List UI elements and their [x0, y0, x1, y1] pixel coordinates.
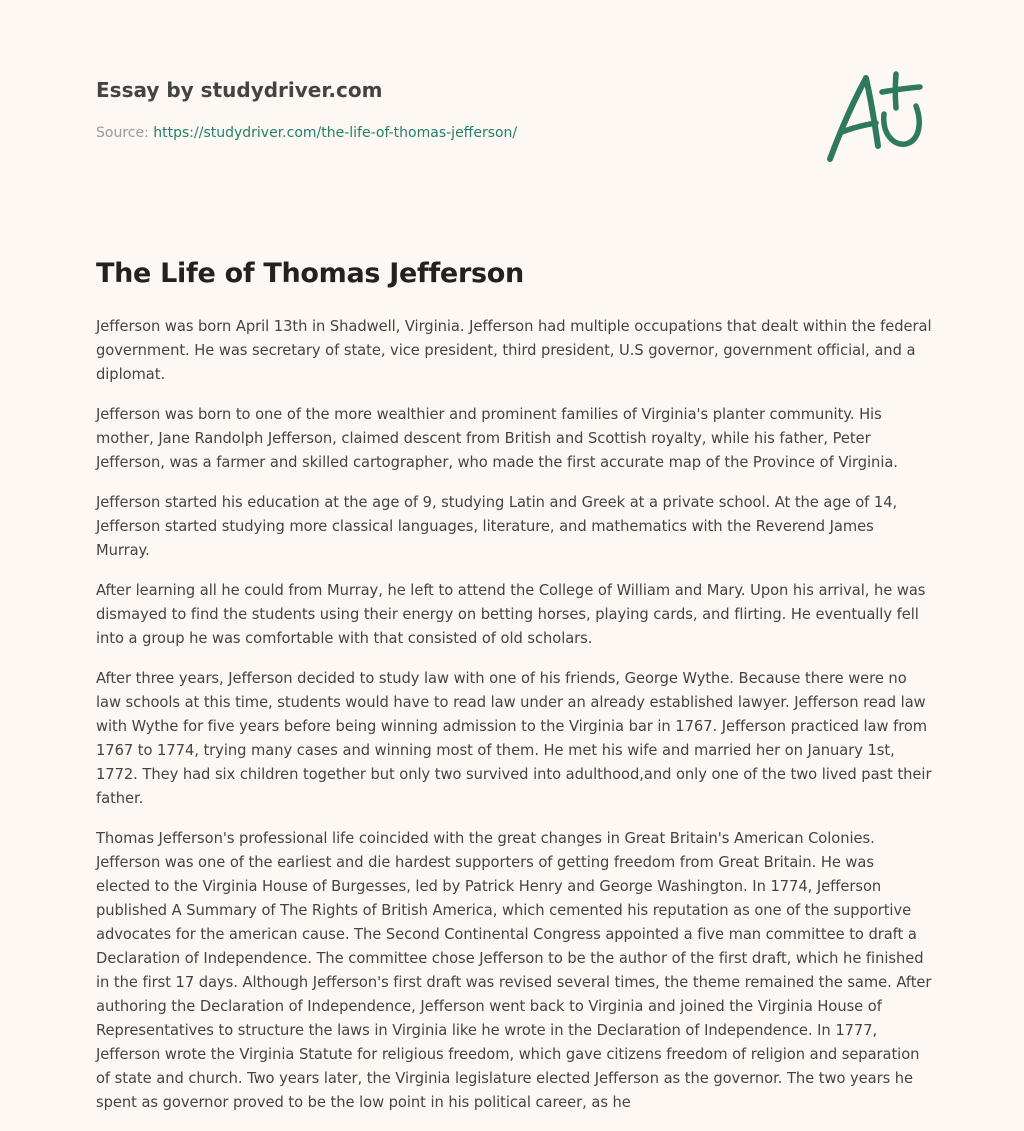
source-link[interactable]: https://studydriver.com/the-life-of-thomas-jefferson/ — [153, 125, 518, 141]
source-line — [96, 123, 517, 143]
a-plus-logo-icon — [822, 66, 926, 166]
essay-body — [96, 315, 932, 1131]
essay-paragraph: After three years, Jefferson decided to study law with one of his friends, George Wythe. Because there were no law schools at this time, students would have to read law under an already established lawyer. Jefferson read law with Wythe for five years before being winning admission to the Virginia bar in 1767. Jefferson practiced law from 1767 to 1774, trying many cases and winning most of them. He met his wife and married her on January 1st, 1772. They had six children together but only two survived into adulthood,and only one of the two lived past their father. — [96, 670, 932, 807]
essay-paragraph: Jefferson was born to one of the more wealthier and prominent families of Virginia's planter community. His mother, Jane Randolph Jefferson, claimed descent from British and Scottish royalty, while his father, Peter Jefferson, was a farmer and skilled cartographer, who made the first accurate map of the Province of Virginia. — [96, 406, 898, 471]
essay-paragraph: Thomas Jefferson's professional life coincided with the great changes in Great Britain's American Colonies. Jefferson was one of the earliest and die hardest supporters of getting freedom from Great Britain. He was elected to the Virginia House of Burgesses, led by Patrick Henry and George Washington. In 1774, Jefferson published A Summary of The Rights of British America, which cemented his reputation as one of the supportive advocates for the american cause. The Second Continental Congress appointed a five man committee to draft a Declaration of Independence. The committee chose Jefferson to be the author of the first draft, which he finished in the first 17 days. Although Jefferson's first draft was revised several times, the theme remained the same. After authoring the Declaration of Independence, Jefferson went back to Virginia and joined the Virginia House of Representatives to structure the laws in Virginia like he wrote in the Declaration of Independence. In 1777, Jefferson wrote the Virginia Statute for religious freedom, which gave citizens freedom of religion and separation of state and church. Two years later, the Virginia legislature elected Jefferson as the governor. The two years he spent as governor proved to be the low point in his political career, as he — [96, 830, 932, 1111]
essay-paragraph: Jefferson was born April 13th in Shadwell, Virginia. Jefferson had multiple occupations that dealt within the federal government. He was secretary of state, vice president, third president, U.S governor, government official, and a diplomat. — [96, 318, 932, 383]
essay-header — [96, 76, 517, 143]
essay-paragraph: After learning all he could from Murray, he left to attend the College of William and Mary. Upon his arrival, he was dismayed to find the students using their energy on betting horses, playing cards, and flirting. He eventually fell into a group he was comfortable with that consisted of old scholars. — [96, 582, 926, 647]
essay-paragraph: Jefferson started his education at the age of 9, studying Latin and Greek at a private school. At the age of 14, Jefferson started studying more classical languages, literature, and mathematics with the Reverend James Murray. — [96, 494, 898, 559]
source-label: Source: — [96, 125, 149, 141]
brand-title: Essay by studydriver.com — [96, 78, 383, 102]
essay-title: The Life of Thomas Jefferson — [96, 258, 524, 289]
